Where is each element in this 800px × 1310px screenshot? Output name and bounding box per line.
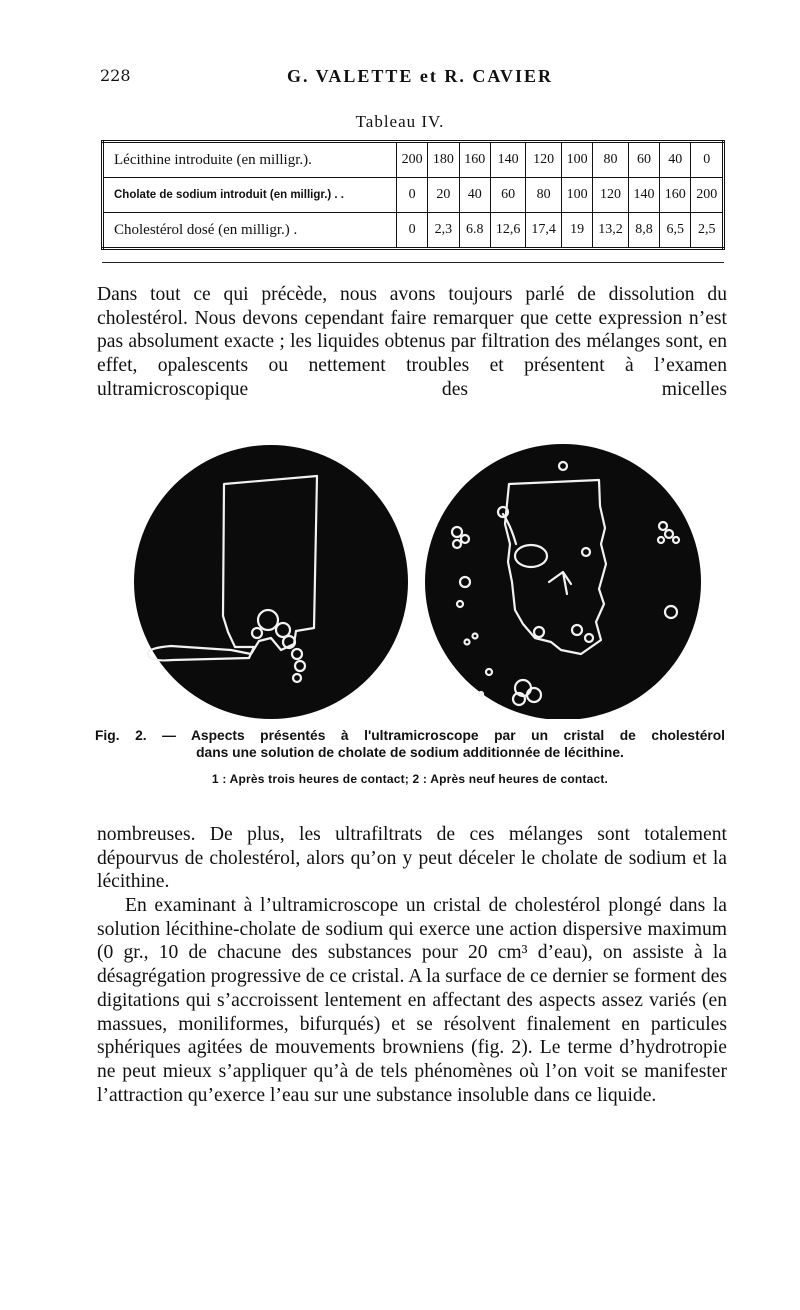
data-table — [101, 140, 725, 250]
table-cell: 8,8 — [628, 213, 659, 249]
body-paragraph: Dans tout ce qui précède, nous avons toujours parlé de dissolution du cholestérol. Nous devons cependant faire remarquer que cette expression n’est pas absolument exacte ; les liquides obtenus par filtration des mélanges sont, en effet, opalescents ou nettement troubles et présentent à l’examen ultramicroscopique des micelles — [97, 284, 727, 400]
table-cell: 20 — [428, 178, 459, 213]
body-paragraph: En examinant à l’ultramicroscope un cristal de cholestérol plongé dans la solution lécithine-cholate de sodium qui exerce une action dispersive maximum (0 gr., 10 de chacune des substances pour 20 cm³ d’eau), on assiste à la désagrégation progressive de ce cristal. A la surface de ce dernier se forment des digitations qui s’accroissent lentement en affectant des aspects assez variés (en massues, moniliformes, bifurqués) et se résolvent finalement en particules sphériques agitées de mouvements browniens (fig. 2). Le terme d’hydrotropie ne peut mieux s’appliquer qu’à de tels phénomènes où l’on voit se manifester l’attraction qu’exerce l’eau sur une substance insoluble dans ce liquide. — [97, 895, 727, 1106]
table-cell: 100 — [561, 142, 592, 178]
table-cell: 80 — [526, 178, 562, 213]
table-cell: 40 — [660, 142, 691, 178]
micrograph-2 — [425, 444, 701, 719]
table-cell: 60 — [628, 142, 659, 178]
table-cell: 6,5 — [660, 213, 691, 249]
table-cell: 100 — [561, 178, 592, 213]
table-cell: 60 — [490, 178, 526, 213]
microscope-field-1 — [134, 445, 408, 719]
page-number: 228 — [100, 66, 131, 85]
table-cell: 120 — [526, 142, 562, 178]
table-row — [103, 142, 724, 178]
table-cell: 160 — [459, 142, 490, 178]
table-cell: 0 — [691, 142, 724, 178]
table-row — [103, 213, 724, 249]
row-label: Cholestérol dosé (en milligr.) . — [103, 213, 397, 249]
table-cell: 2,3 — [428, 213, 459, 249]
table-cell: 80 — [593, 142, 629, 178]
table-cell: 0 — [396, 213, 427, 249]
table-cell: 140 — [628, 178, 659, 213]
figure-ultramicroscope — [131, 444, 711, 719]
caption-line-3: 1 : Après trois heures de contact; 2 : Après neuf heures de contact. — [211, 772, 609, 786]
table-title: Tableau IV. — [355, 112, 445, 131]
table-cell: 13,2 — [593, 213, 629, 249]
table-cell: 17,4 — [526, 213, 562, 249]
table-row — [103, 178, 724, 213]
running-title: G. VALETTE et R. CAVIER — [286, 66, 554, 86]
table-cell: 200 — [691, 178, 724, 213]
section-divider — [102, 262, 724, 263]
table-cell: 140 — [490, 142, 526, 178]
row-label: Lécithine introduite (en milligr.). — [103, 142, 397, 178]
table-cell: 6.8 — [459, 213, 490, 249]
table-cell: 180 — [428, 142, 459, 178]
table-cell: 2,5 — [691, 213, 724, 249]
table-cell: 160 — [660, 178, 691, 213]
page-header — [100, 66, 726, 94]
table-cell: 200 — [396, 142, 427, 178]
table-cell: 40 — [459, 178, 490, 213]
table-cell: 19 — [561, 213, 592, 249]
caption-line-1: Fig. 2. — Aspects présentés à l'ultramicroscope par un cristal de cholestérol — [95, 728, 725, 743]
micrograph-1 — [134, 445, 408, 719]
microscope-field-2 — [425, 444, 701, 719]
figure-illustration — [131, 444, 711, 719]
table-cell: 12,6 — [490, 213, 526, 249]
caption-line-2: dans une solution de cholate de sodium additionnée de lécithine. — [196, 745, 624, 760]
table-cell: 0 — [396, 178, 427, 213]
body-paragraph: nombreuses. De plus, les ultrafiltrats de ces mélanges sont totalement dépourvus de cholestérol, alors qu’on y peut déceler le cholate de sodium et la lécithine. — [97, 824, 727, 893]
figure-caption — [95, 727, 725, 788]
table-cell: 120 — [593, 178, 629, 213]
row-label: Cholate de sodium introduit (en milligr.) . . — [103, 178, 397, 213]
